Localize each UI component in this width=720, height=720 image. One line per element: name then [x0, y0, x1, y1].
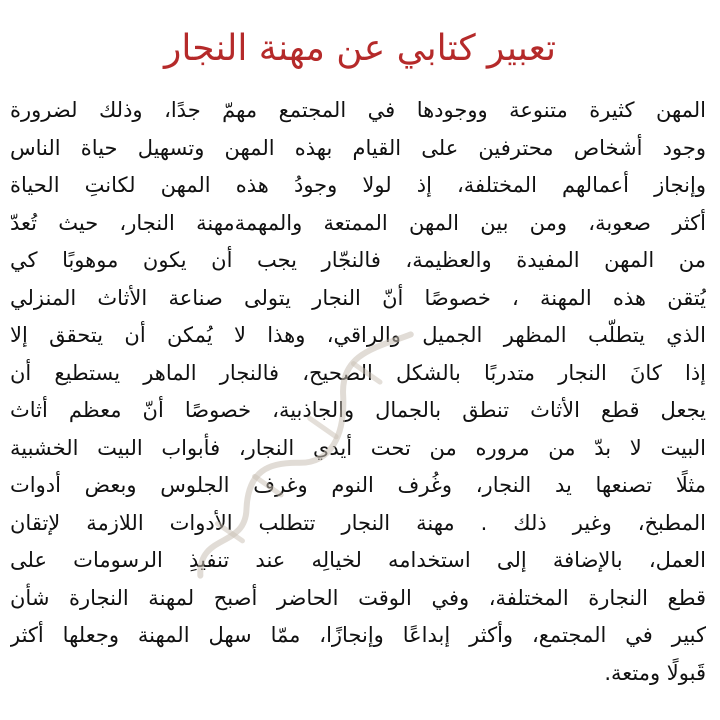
essay-line: الذي يتطلّب المظهر الجميل والراقي، وهذا لا يُمكن أن يتحقق إلا	[10, 323, 706, 347]
essay-line: أكثر صعوبة، ومن بين المهن الممتعة والمهمةمهنة النجار، حيث تُعدّ	[10, 210, 706, 235]
page-title: تعبير كتابي عن مهنة النجار	[163, 28, 557, 69]
essay-line-last: قَبولًا ومتعة.	[604, 660, 706, 685]
essay-line: مثلًا تصنعها يد النجار، وغُرف النوم وغرف الجلوس وبعض أدوات	[10, 473, 706, 497]
essay-line: كبير في المجتمع، وأكثر إبداعًا وإنجازًا، ممّا سهل المهنة وجعلها أكثر	[10, 623, 706, 647]
essay-line: العمل، بالإضافة إلى استخدامه لخيالِه عند تنفيذِ الرسومات على	[10, 548, 706, 572]
essay-line: قطع النجارة المختلفة، وفي الوقت الحاضر أصبح لمهنة النجارة شأن	[10, 585, 706, 610]
essay-line: من المهن المفيدة والعظيمة، فالنجّار يجب أن يكون موهوبًا كي	[10, 248, 706, 272]
essay-line: وجود أشخاص محترفين على القيام بهذه المهن وتسهيل حياة الناس	[10, 135, 706, 160]
essay-line: البيت لا بدّ من مروره من تحت أيدي النجار، فأبواب البيت الخشبية	[10, 435, 706, 460]
essay-line: وإنجاز أعمالهم المختلفة، إذ لولا وجودُ هذه المهن لكانتِ الحياة	[10, 173, 706, 197]
essay-body	[10, 92, 706, 692]
essay-line: إذا كانَ النجار متدربًا بالشكل الصحيح، فالنجار الماهر يستطيع أن	[10, 360, 706, 385]
essay-line: يجعل قطع الأثاث تنطق بالجمال والجاذبية، خصوصًا أنّ معظم أثاث	[10, 398, 706, 422]
essay-line: المطبخ، وغير ذلك . مهنة النجار تتطلب الأدوات اللازمة لإتقان	[10, 510, 706, 535]
essay-line: يُتقن هذه المهنة ، خصوصًا أنّ النجار يتولى صناعة الأثاث المنزلي	[10, 285, 706, 310]
essay-line: المهن كثيرة متنوعة ووجودها في المجتمع مهمّ جدًا، وذلك لضرورة	[10, 98, 706, 122]
